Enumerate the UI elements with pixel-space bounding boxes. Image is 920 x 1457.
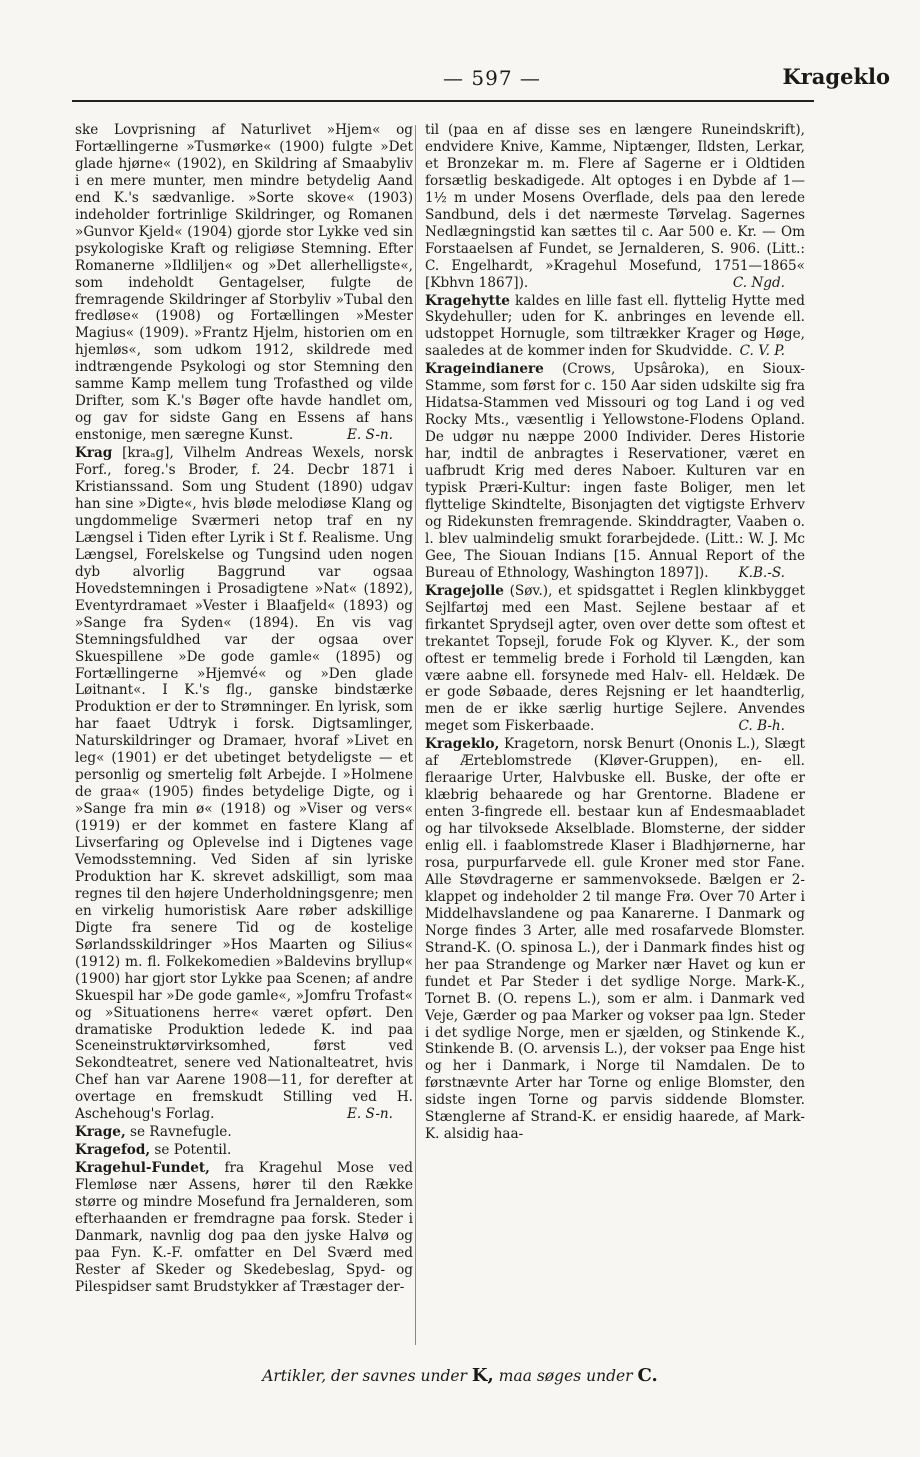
author-signature: K.B.-S. <box>738 564 785 581</box>
page-number: — 597 — <box>443 66 541 90</box>
article-entry <box>75 1142 413 1159</box>
headword: Kragehul-Fundet, <box>75 1160 210 1177</box>
article-entry <box>75 445 413 1123</box>
footer-text-middle: maa søges under <box>498 1367 633 1385</box>
footer-letter-c: C. <box>637 1365 658 1386</box>
headword: Krageklo, <box>425 736 500 753</box>
footer-text-before: Artikler, der savnes under <box>262 1367 467 1385</box>
article-text: kaldes en lille fast ell. flyttelig Hytte med Skydehuller; uden for K. anbringes en levende ell. udstoppet Hornugle, som tiltrækker Krager og Høge, saaledes at de kommer inden for Skudvidde. <box>425 292 805 360</box>
page-footer <box>0 1365 920 1386</box>
article-text: [kraₐg], Vilhelm Andreas Wexels, norsk Forf., foreg.'s Broder, f. 24. Decbr 1871 i Kristianssand. Som ung Student (1890) udgav han sine »Digte«, hvis bløde melodiøse Klang og ungdommelige Sværmeri netop traf en ny Længsel i Tiden efter Lyrik i St f. Realisme. Ung Længsel, Forelskelse og Tungsind uden nogen dyb alvorlig Baggrund var ogsaa Hovedstemningen i Prosadigtene »Nat« (1892), Eventyrdramaet »Vester i Blaafjeld« (1893) og »Sange fra Syden« (1894). En vis vag Stemningsfuldhed var der ogsaa over Skuespillene »De gode gamle« (1895) og Fortællingerne »Hjemvé« og »Den glade Løitnant«. I K.'s flg., ganske bindstærke Produktion er der to Strømninger. En lyrisk, som har faaet Udtryk i forsk. Digtsamlinger, Naturskildringer og Dramaer, hvoraf »Livet en leg« (1901) er det ubetinget betydeligste — et personlig og smertelig følt Arbejde. I »Holmene de graa« (1905) findes betydelige Digte, og i »Sange fra min ø« (1918) og »Viser og vers« (1919) er der kommet en fastere Klang af Livserfaring og Oplevelse ind i Digtenes vage Vemodsstemning. Ved Siden af sin lyriske Produktion har K. skrevet adskilligt, som maa regnes til den højere Underholdningsgenre; men en virkelig humoristisk Aare røber adskillige Digte fra senere Tid og de kostelige Sørlandsskildringer »Hos Maarten og Silius« (1912) m. fl. Folkekomedien »Baldevins bryllup« (1900) har gjort stor Lykke paa Scenen; af andre Skuespil har »De gode gamle«, »Jomfru Trofast« og »Situationens herre« været opført. Den dramatiske Produktion ledede K. ind paa Sceneinstruktørvirksomhed, først ved Sekondteatret, senere ved Nationalteatret, hvis Chef han var Aarene 1908—11, for derefter at overtage en fremskudt Stilling ved H. Aschehoug's Forlag. <box>75 445 413 1123</box>
headword: Kragehytte <box>425 292 510 309</box>
article-entry <box>425 122 805 292</box>
article-entry <box>425 736 805 1143</box>
article-text: (Søv.), et spidsgattet i Reglen klinkbygget Sejlfartøj med een Mast. Sejlene bestaar af et firkantet Sprydsejl agter, oven over dette som oftest et trekantet Topsejl, forude Fok og Klyver. K., der som oftest er temmelig brede i Forhold til Længden, kan være aabne ell. forsynede med Halv- ell. Heldæk. De er gode Søbaade, deres Rejsning er let haandterlig, men de er ikke særlig hurtige Sejlere. Anvendes meget som Fiskerbaade. <box>425 582 806 735</box>
article-text: (Crows, Upsâroka), en Sioux-Stamme, som først for c. 150 Aar siden udskilte sig fra Hidatsa-Stammen ved Missouri og tog Land i og ved Rocky Mts., væsentlig i Yellowstone-Flodens Opland. De udgør nu næppe 2000 Individer. Deres Historie har, indtil de anbragtes i Reservationer, været en uafbrudt Krig med deres Naboer. Kulturen var en typisk Præri-Kultur: ingen faste Boliger, men let flyttelige Skindtelte, Bisonjagten det vigtigste Erhverv og Ridekunsten fremragende. Skinddragter, Vaaben o. l. blev ualmindelig smukt forarbejdede. (Litt.: W. J. Mc Gee, The Siouan Indians [15. Annual Report of the Bureau of Ethnology, Washington 1897]). <box>425 361 805 581</box>
article-entry <box>425 293 805 361</box>
footer-letter-k: K, <box>471 1365 494 1386</box>
headword: Krageindianere <box>425 361 544 378</box>
article-text: se Ravnefugle. <box>130 1124 232 1141</box>
author-signature: C. V. P. <box>739 343 785 360</box>
headword: Kragejolle <box>425 582 504 599</box>
article-entry <box>75 1160 413 1296</box>
author-signature: C. B-h. <box>738 718 785 735</box>
headword: Kragefod, <box>75 1142 151 1159</box>
article-text: se Potentil. <box>154 1142 232 1159</box>
column-divider <box>415 125 416 1345</box>
article-entry <box>425 361 805 581</box>
headword: Krag <box>75 445 113 462</box>
article-entry <box>425 583 805 736</box>
right-column <box>425 122 805 1143</box>
article-text: til (paa en af disse ses en længere Runeindskrift), endvidere Knive, Kamme, Niptænger, Ildsten, Lerkar, et Bronzekar m. m. Flere af Sagerne er i Oldtiden forsætlig beskadigede. Alt optoges i en Dybde af 1—1½ m under Mosens Overflade, dels paa den lerede Sandbund, dels i det nærmeste Tørvelag. Sagernes Nedlægningstid kan sættes til c. Aar 500 e. Kr. — Om Forstaaelsen af Fundet, se Jernalderen, S. 906. (Litt.: C. Engelhardt, »Kragehul Mosefund, 1751—1865« [Kbhvn 1867]). <box>425 122 805 291</box>
left-column <box>75 122 413 1296</box>
author-signature: E. S-n. <box>346 1106 393 1123</box>
header-rule <box>72 100 814 102</box>
article-text: fra Kragehul Mose ved Flemløse nær Assens, hører til den Række større og mindre Mosefund fra Jernalderen, som efterhaanden er fremdragne paa forsk. Steder i Danmark, navnlig dog paa den jyske Halvø og paa Fyn. K.-F. omfatter en Del Sværd med Rester af Skeder og Skedebeslag, Spyd- og Pilespidser samt Brudstykker af Træstager der- <box>75 1160 413 1295</box>
article-entry <box>75 122 413 444</box>
author-signature: E. S-n. <box>346 427 393 444</box>
author-signature: C. Ngd. <box>732 274 785 291</box>
article-text: Kragetorn, norsk Benurt (Ononis L.), Slægt af Ærteblomstrede (Kløver-Gruppen), en- ell. fleraarige Urter, Halvbuske ell. Buske, der ofte er klæbrig behaarede og har Grentorne. Bladene er enten 3-fingrede ell. bestaar kun af Endesmaabladet og har tilvoksede Akselblade. Blomsterne, der sidder enlig ell. i faablomstrede Klaser i Bladhjørnerne, har rosa, purpurfarvede ell. gule Kroner med stor Fane. Alle Støvdragerne er sammenvoksede. Bælgen er 2-klappet og indeholder 2 til mange Frø. Over 70 Arter i Middelhavslandene og paa Kanarerne. I Danmark og Norge findes 3 Arter, alle med rosafarvede Blomster. Strand-K. (O. spinosa L.), der i Danmark findes hist og her paa Strandenge og Marker nær Havet og kun er fundet et Par Steder i det sydlige Norge. Mark-K., Tornet B. (O. repens L.), som er alm. i Danmark ved Veje, Gærder og paa Marker og vokser paa lgn. Steder i det sydlige Norge, men er sjælden, og Stinkende K., Stinkende B. (O. arvensis L.), der vokser paa Enge hist og her i Danmark, i Norge til Namdalen. De to førstnævnte Arter har Torne og enlige Blomster, den sidste ingen Torne og parvis siddende Blomster. Stænglerne af Strand-K. er ensidig haarede, af Mark-K. alsidig haa- <box>425 736 805 1143</box>
headword: Krage, <box>75 1124 126 1141</box>
running-head: Krageklo <box>782 64 890 89</box>
page-header <box>72 60 890 100</box>
article-entry <box>75 1124 413 1141</box>
article-text: ske Lovprisning af Naturlivet »Hjem« og Fortællingerne »Tusmørke« (1900) fulgte »Det glade hjørne« (1902), en Skildring af Smaabyliv i en mere munter, men mindre betydelig Aand end K.'s sædvanlige. »Sorte skove« (1903) indeholder fortrinlige Skildringer, og Romanen »Gunvor Kjeld« (1904) gjorde stor Lykke ved sin psykologiske Kraft og religiøse Stemning. Efter Romanerne »Ildliljen« og »Det allerhelligste«, som indeholdt Gentagelser, fulgte de fremragende Skildringer af Storbyliv »Tubal den fredløse« (1908) og Fortællingen »Mester Magius« (1909). »Frantz Hjelm, historien om en hjemløs«, som udkom 1912, skildrede med indtrængende Psykologi og stor Stemning den samme Kamp mellem tung Trofasthed og vilde Drifter, som K.'s Bøger ofte havde handlet om, og gav for sidste Gang en Essens af hans enstonige, men særegne Kunst. <box>75 122 413 444</box>
